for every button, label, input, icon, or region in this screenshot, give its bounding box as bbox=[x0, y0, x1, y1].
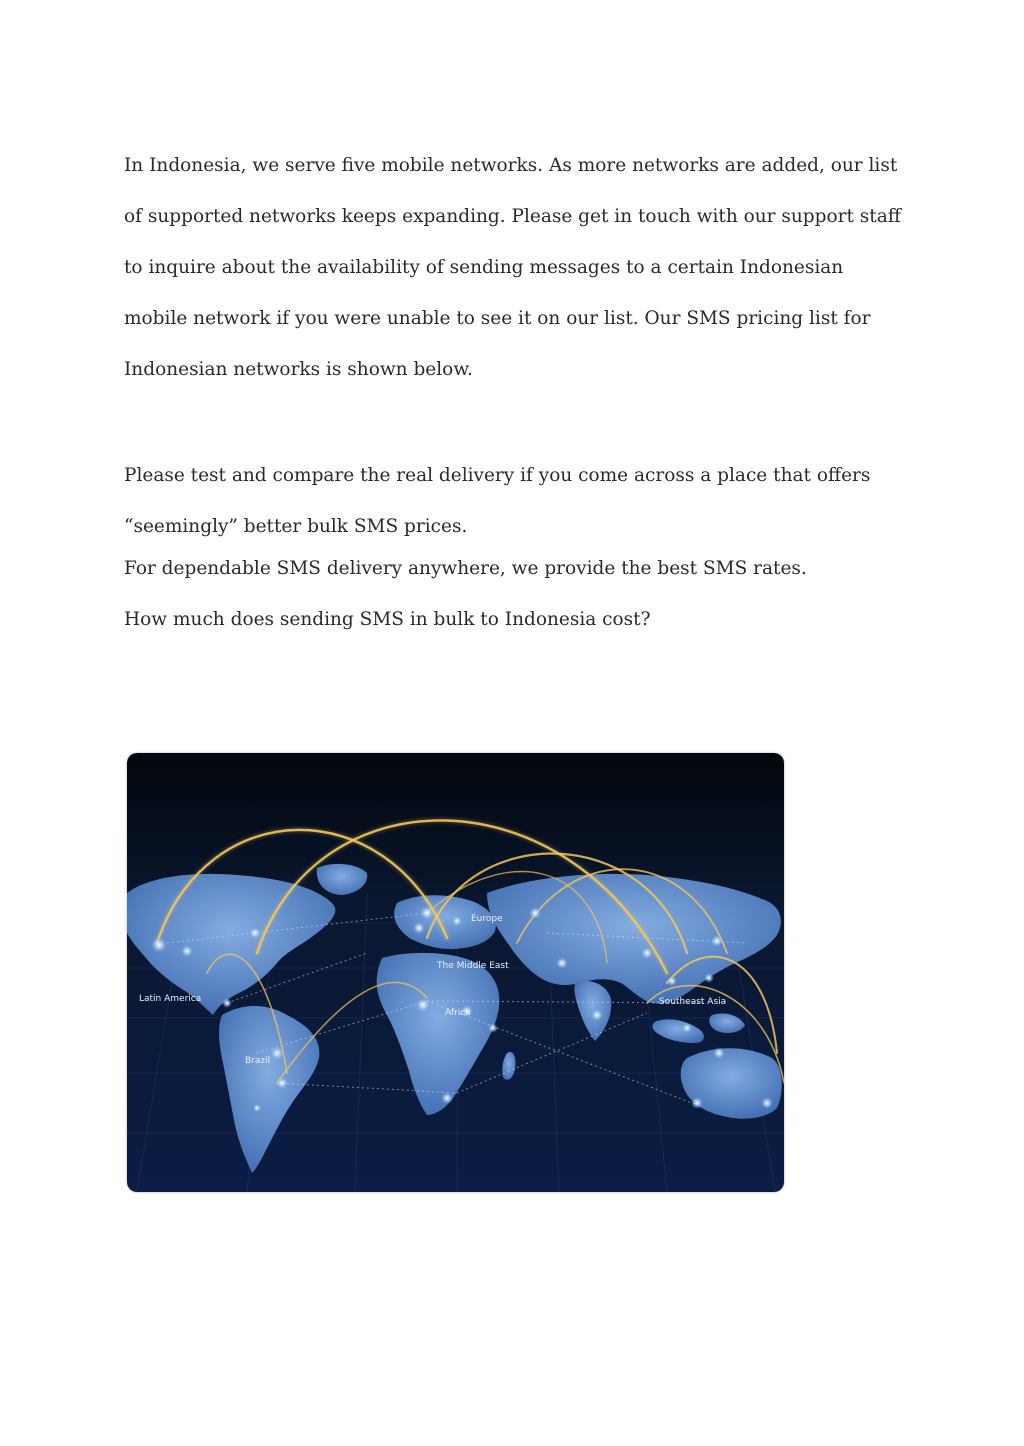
paragraph-best-rates: For dependable SMS delivery anywhere, we provide the best SMS rates. bbox=[124, 558, 807, 579]
world-map-svg bbox=[127, 753, 784, 1192]
paragraph-compare-prices: Please test and compare the real delivery if you come across a place that offers “seemingly” better bulk SMS prices. bbox=[124, 465, 871, 537]
paragraph-networks: In Indonesia, we serve five mobile networks. As more networks are added, our list of supported networks keeps expanding. Please get in touch with our support staff to inquire about the availability of sending messages to a certain Indonesian mobile network if you were unable to see it on our list. Our SMS pricing list for Indonesian networks is shown below. bbox=[124, 155, 901, 380]
label-europe: Europe bbox=[471, 914, 503, 924]
label-brazil: Brazil bbox=[245, 1056, 271, 1066]
label-africa: Africa bbox=[445, 1008, 471, 1018]
world-network-map-image bbox=[127, 753, 784, 1192]
label-middle-east: The Middle East bbox=[437, 961, 509, 971]
label-southeast-asia: Southeast Asia bbox=[659, 997, 727, 1007]
paragraph-cost-question: How much does sending SMS in bulk to Indonesia cost? bbox=[124, 609, 651, 630]
label-latin-america: Latin America bbox=[139, 994, 202, 1004]
